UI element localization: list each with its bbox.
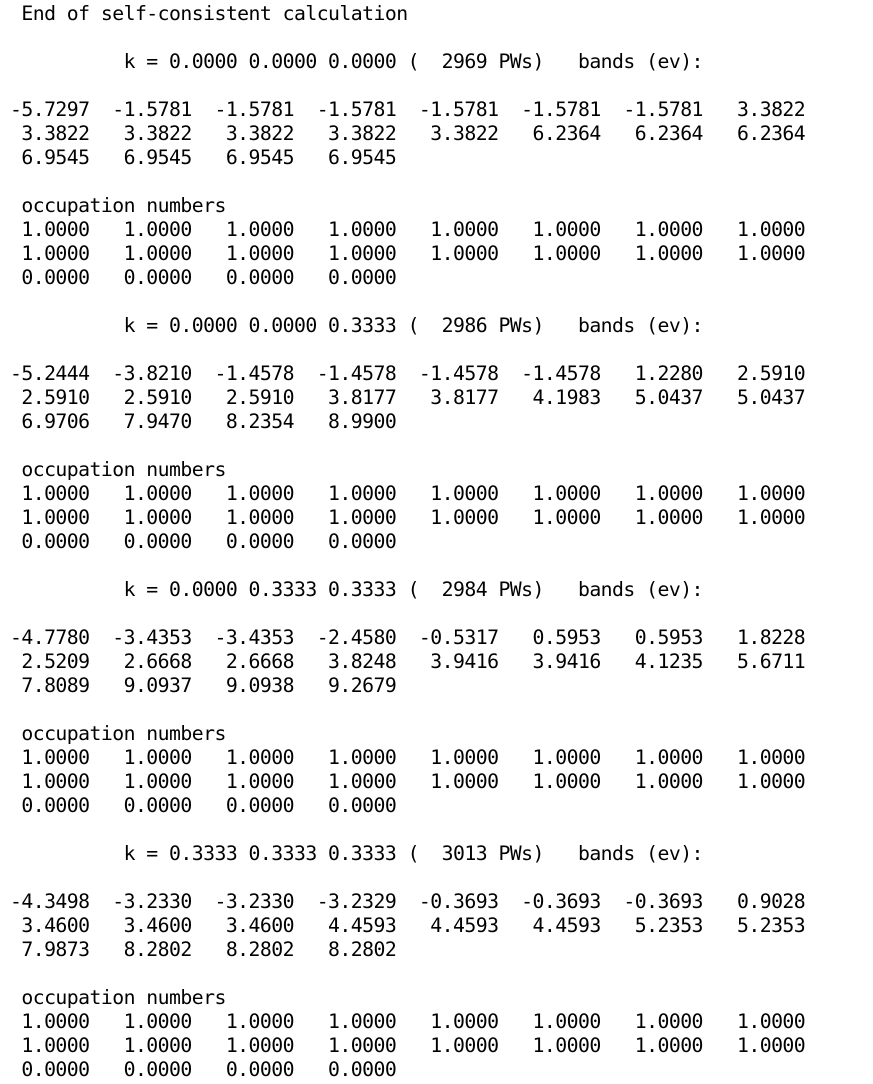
scf-output-text — [10, 2, 873, 1082]
output-line: -4.7780 -3.4353 -3.4353 -2.4580 -0.5317 0.5953 0.5953 1.8228 — [10, 626, 806, 649]
output-line: -5.2444 -3.8210 -1.4578 -1.4578 -1.4578 -1.4578 1.2280 2.5910 — [10, 362, 806, 385]
output-line: 2.5209 2.6668 2.6668 3.8248 3.9416 3.9416 4.1235 5.6711 — [10, 650, 806, 673]
output-line: 1.0000 1.0000 1.0000 1.0000 1.0000 1.0000 1.0000 1.0000 — [10, 218, 806, 241]
output-line: 6.9706 7.9470 8.2354 8.9900 — [10, 410, 397, 433]
output-line: -4.3498 -3.2330 -3.2330 -3.2329 -0.3693 -0.3693 -0.3693 0.9028 — [10, 890, 806, 913]
output-line: 0.0000 0.0000 0.0000 0.0000 — [10, 1058, 397, 1081]
output-line: 1.0000 1.0000 1.0000 1.0000 1.0000 1.0000 1.0000 1.0000 — [10, 506, 806, 529]
output-line: occupation numbers — [10, 194, 226, 217]
output-line: 7.9873 8.2802 8.2802 8.2802 — [10, 938, 397, 961]
output-line: occupation numbers — [10, 986, 226, 1009]
output-line: 0.0000 0.0000 0.0000 0.0000 — [10, 794, 397, 817]
output-line: 1.0000 1.0000 1.0000 1.0000 1.0000 1.0000 1.0000 1.0000 — [10, 770, 806, 793]
output-line: k = 0.0000 0.0000 0.3333 ( 2986 PWs) bands (ev): — [10, 314, 703, 337]
output-line: 2.5910 2.5910 2.5910 3.8177 3.8177 4.1983 5.0437 5.0437 — [10, 386, 806, 409]
output-line: k = 0.0000 0.3333 0.3333 ( 2984 PWs) bands (ev): — [10, 578, 703, 601]
output-line: 3.4600 3.4600 3.4600 4.4593 4.4593 4.4593 5.2353 5.2353 — [10, 914, 806, 937]
output-line: 1.0000 1.0000 1.0000 1.0000 1.0000 1.0000 1.0000 1.0000 — [10, 482, 806, 505]
output-line: k = 0.3333 0.3333 0.3333 ( 3013 PWs) bands (ev): — [10, 842, 703, 865]
output-line: -5.7297 -1.5781 -1.5781 -1.5781 -1.5781 -1.5781 -1.5781 3.3822 — [10, 98, 806, 121]
output-line: 1.0000 1.0000 1.0000 1.0000 1.0000 1.0000 1.0000 1.0000 — [10, 1010, 806, 1033]
output-line: 0.0000 0.0000 0.0000 0.0000 — [10, 266, 397, 289]
output-line: 6.9545 6.9545 6.9545 6.9545 — [10, 146, 397, 169]
output-line: occupation numbers — [10, 722, 226, 745]
output-line: 0.0000 0.0000 0.0000 0.0000 — [10, 530, 397, 553]
output-line: occupation numbers — [10, 458, 226, 481]
output-line: 1.0000 1.0000 1.0000 1.0000 1.0000 1.0000 1.0000 1.0000 — [10, 746, 806, 769]
output-line: 7.8089 9.0937 9.0938 9.2679 — [10, 674, 397, 697]
output-line: 1.0000 1.0000 1.0000 1.0000 1.0000 1.0000 1.0000 1.0000 — [10, 242, 806, 265]
output-line: 1.0000 1.0000 1.0000 1.0000 1.0000 1.0000 1.0000 1.0000 — [10, 1034, 806, 1057]
output-line: k = 0.0000 0.0000 0.0000 ( 2969 PWs) bands (ev): — [10, 50, 703, 73]
output-line: End of self-consistent calculation — [10, 2, 408, 25]
output-line: 3.3822 3.3822 3.3822 3.3822 3.3822 6.2364 6.2364 6.2364 — [10, 122, 806, 145]
